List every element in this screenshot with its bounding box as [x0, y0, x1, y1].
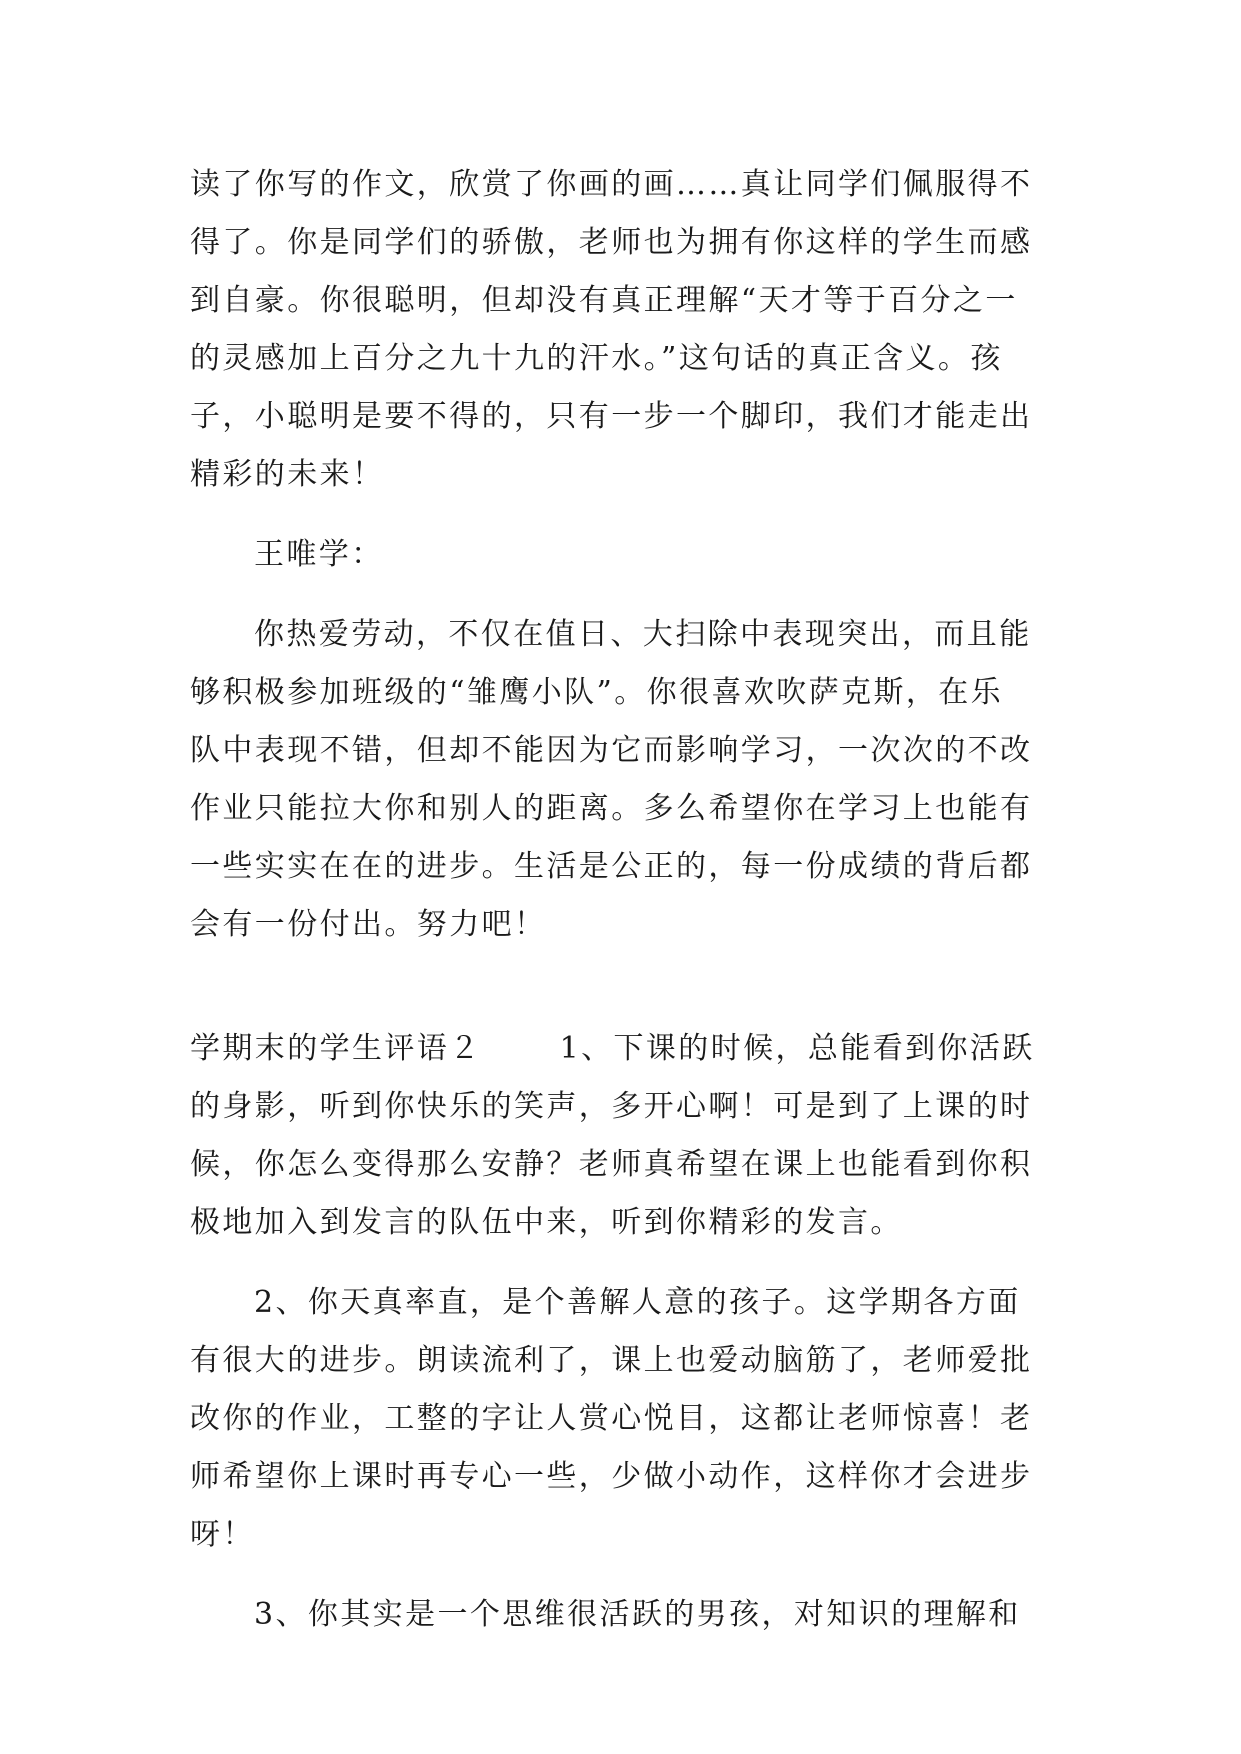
text-line: 得了。你是同学们的骄傲，老师也为拥有你这样的学生而感: [190, 225, 1033, 260]
text-line: 会有一份付出。努力吧！: [190, 907, 547, 942]
text-line: 到自豪。你很聪明，但却没有真正理解“天才等于百分之一: [190, 283, 1018, 318]
text-line: 极地加入到发言的队伍中来，听到你精彩的发言。: [190, 1205, 903, 1240]
student-name-label: 王唯学：: [254, 537, 384, 572]
text-line: 有很大的进步。朗读流利了，课上也爱动脑筋了，老师爱批: [190, 1343, 1033, 1378]
text-line: 候，你怎么变得那么安静？老师真希望在课上也能看到你积: [190, 1147, 1033, 1182]
text-line: 作业只能拉大你和别人的距离。多么希望你在学习上也能有: [190, 791, 1033, 826]
text-line: 的灵感加上百分之九十九的汗水。”这句话的真正含义。孩: [190, 341, 1003, 376]
text-line: 队中表现不错，但却不能因为它而影响学习，一次次的不改: [190, 733, 1033, 768]
text-line: 1、下课的时候，总能看到你活跃: [559, 1031, 1035, 1066]
text-line: 读了你写的作文，欣赏了你画的画……真让同学们佩服得不: [190, 167, 1033, 202]
text-line: 够积极参加班级的“雏鹰小队”。你很喜欢吹萨克斯，在乐: [190, 675, 1004, 710]
text-line: 3、你其实是一个思维很活跃的男孩，对知识的理解和: [254, 1597, 1021, 1632]
text-line: 2、你天真率直，是个善解人意的孩子。这学期各方面: [254, 1285, 1021, 1320]
text-line: 一些实实在在的进步。生活是公正的，每一份成绩的背后都: [190, 849, 1033, 884]
text-line: 改你的作业，工整的字让人赏心悦目，这都让老师惊喜！老: [190, 1401, 1033, 1436]
text-line: 子，小聪明是要不得的，只有一步一个脚印，我们才能走出: [190, 399, 1033, 434]
text-line: 师希望你上课时再专心一些，少做小动作，这样你才会进步: [190, 1459, 1033, 1494]
section-title: 学期末的学生评语２: [190, 1031, 482, 1066]
text-line: 精彩的未来！: [190, 457, 385, 492]
section-heading-line: [190, 1020, 1050, 1078]
text-line: 的身影，听到你快乐的笑声，多开心啊！可是到了上课的时: [190, 1089, 1033, 1124]
text-line: 呀！: [190, 1517, 255, 1552]
text-line: 你热爱劳动，不仅在值日、大扫除中表现突出，而且能: [254, 617, 1032, 652]
document-page: [190, 156, 1050, 1644]
